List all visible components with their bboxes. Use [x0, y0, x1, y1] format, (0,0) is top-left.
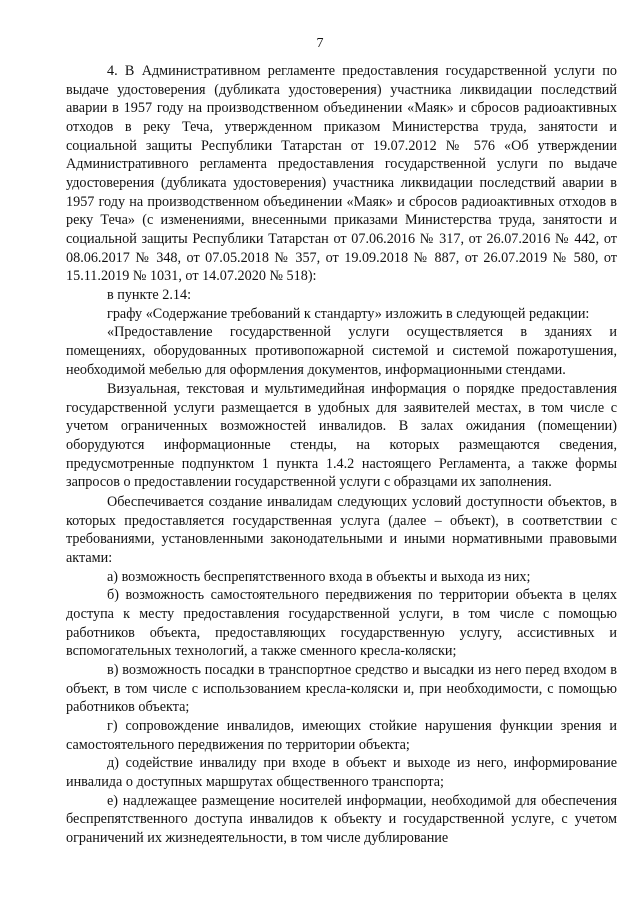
paragraph-information-placement: Визуальная, текстовая и мультимедийная информация о порядке предоставления государственной услуги размещается в удобных для заявителей местах, в том числе с учетом ограниченных возможностей инвалидов. В залах ожидания (помещении) оборудуются информационные стенды, на которых размещаются сведения, предусмотренные подпунктом 1 пункта 1.4.2 настоящего Регламента, а также формы запросов о предоставлении государственной услуги с образцами их заполнения.: [66, 381, 617, 491]
list-item-g: г) сопровождение инвалидов, имеющих стойкие нарушения функции зрения и самостоятельного передвижения по территории объекта;: [66, 717, 617, 753]
paragraph-accessibility-conditions: Обеспечивается создание инвалидам следующих условий доступности объектов, в которых предоставляется государственная услуга (далее – объект), в соответствии с требованиями, установленными законодательными и иными нормативными правовыми актами:: [66, 494, 617, 567]
paragraph-amendment-intro: 4. В Административном регламенте предоставления государственной услуги по выдаче удостоверения (дубликата удостоверения) участника ликвидации последствий аварии в 1957 году на производственном объединении «Маяк» и сбросов радиоактивных отходов в реку Теча, утвержденном приказом Министерства труда, занятости и социальной защиты Республики Татарстан от 19.07.2012 № 576 «Об утверждении Административного регламента предоставления государственной услуги по выдаче удостоверения (дубликата удостоверения) участника ликвидации последствий аварии в 1957 году на производственном объединении «Маяк» и сбросов радиоактивных отходов в реку Теча» (с изменениями, внесенными приказами Министерства труда, занятости и социальной защиты Республики Татарстан от 07.06.2016 № 317, от 26.07.2016 № 442, от 08.06.2017 № 348, от 07.05.2018 № 357, от 19.09.2018 № 887, от 26.07.2019 № 580, от 15.11.2019 № 1031, от 14.07.2020 № 518):: [66, 63, 617, 285]
page-number: 7: [316, 36, 324, 51]
list-item-v: в) возможность посадки в транспортное средство и высадки из него перед входом в объект, в том числе с использованием кресла-коляски и, при необходимости, с помощью работников объекта;: [66, 662, 617, 716]
paragraph-premises-equipment: «Предоставление государственной услуги осуществляется в зданиях и помещениях, оборудованных противопожарной системой и системой пожаротушения, необходимой мебелью для оформления документов, информационными стендами.: [66, 324, 617, 378]
list-item-b: б) возможность самостоятельного передвижения по территории объекта в целях доступа к месту предоставления государственной услуги, в том числе с помощью работников объекта, предоставляющих государственную услугу, ассистивных и вспомогательных технологий, а также сменного кресла-коляски;: [66, 587, 617, 660]
paragraph-column-instruction: графу «Содержание требований к стандарту» изложить в следующей редакции:: [107, 305, 590, 322]
document-body: [66, 62, 617, 848]
paragraph-clause-2-14: в пункте 2.14:: [107, 286, 192, 303]
list-item-d: д) содействие инвалиду при входе в объект и выходе из него, информирование инвалида о доступных маршрутах общественного транспорта;: [66, 755, 617, 790]
list-item-a: а) возможность беспрепятственного входа в объекты и выхода из них;: [107, 568, 531, 585]
list-item-e: е) надлежащее размещение носителей информации, необходимой для обеспечения беспрепятственного доступа инвалидов к объекту и государственной услуге, с учетом ограничений их жизнедеятельности, в том числе дублирование: [66, 792, 617, 846]
